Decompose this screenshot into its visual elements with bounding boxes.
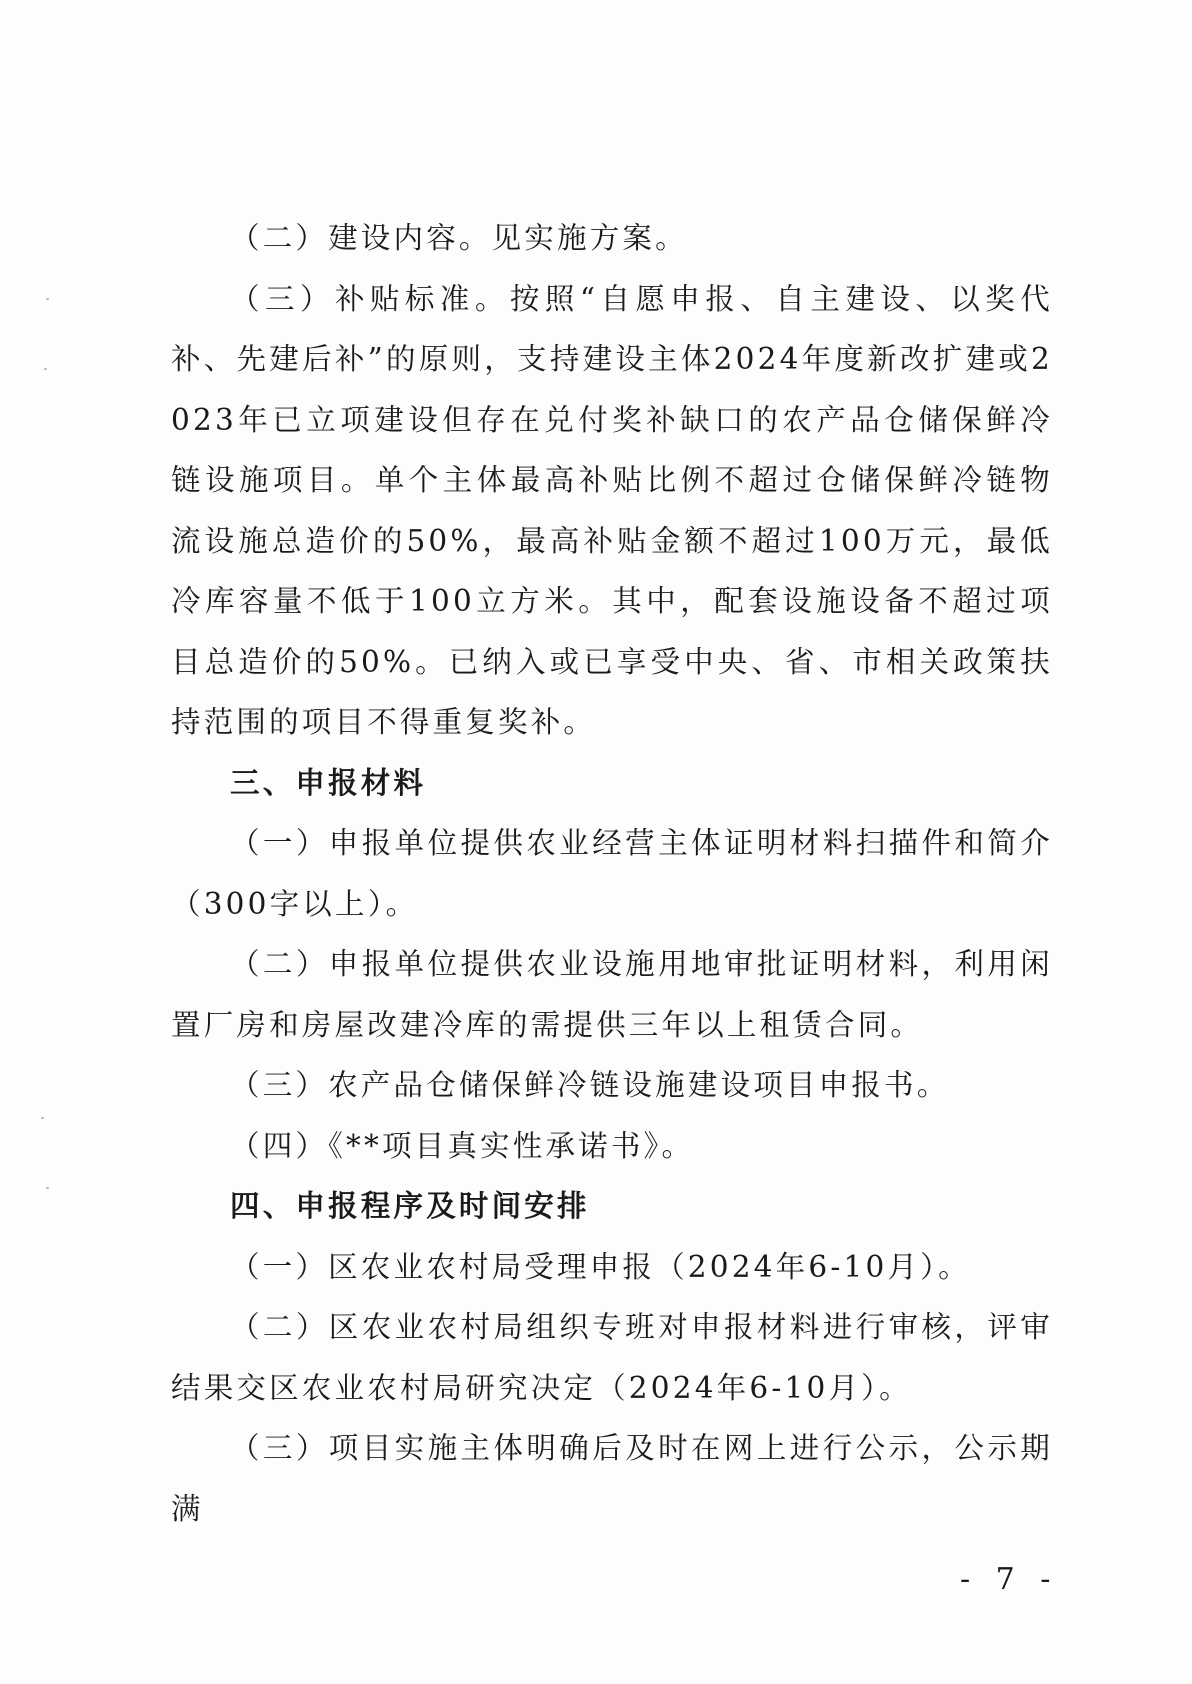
document-body — [171, 208, 1053, 1539]
procedure-item-1: （一）区农业农村局受理申报（2024年6-10月）。 — [230, 1249, 971, 1284]
scan-speck — [41, 1117, 44, 1119]
materials-item-1: （一）申报单位提供农业经营主体证明材料扫描件和简介（300字以上）。 — [171, 826, 1053, 921]
section-heading-materials: 三、申报材料 — [230, 765, 427, 800]
paragraph-subsidy-standard: （三）补贴标准。按照“自愿申报、自主建设、以奖代补、先建后补”的原则，支持建设主体2024年度新改扩建或2023年已立项建设但存在兑付奖补缺口的农产品仓储保鲜冷链设施项目。单个主体最高补贴比例不超过仓储保鲜冷链物流设施总造价的50%，最高补贴金额不超过100万元，最低冷库容量不低于100立方米。其中，配套设施设备不超过项目总造价的50%。已纳入或已享受中央、省、市相关政策扶持范围的项目不得重复奖补。 — [171, 281, 1053, 739]
scan-speck — [46, 1187, 49, 1189]
procedure-item-2: （二）区农业农村局组织专班对申报材料进行审核，评审结果交区农业农村局研究决定（2024年6-10月）。 — [171, 1310, 1053, 1405]
procedure-item-3: （三）项目实施主体明确后及时在网上进行公示，公示期满 — [171, 1431, 1053, 1526]
materials-item-4: （四）《**项目真实性承诺书》。 — [230, 1128, 695, 1163]
scan-speck — [46, 298, 49, 300]
page-number: - 7 - — [960, 1562, 1059, 1597]
materials-item-3: （三）农产品仓储保鲜冷链设施建设项目申报书。 — [230, 1068, 950, 1102]
materials-item-2: （二）申报单位提供农业设施用地审批证明材料，利用闲置厂房和房屋改建冷库的需提供三年以上租赁合同。 — [171, 947, 1053, 1042]
scan-speck — [44, 368, 47, 370]
paragraph-construction-content: （二）建设内容。见实施方案。 — [230, 221, 688, 255]
section-heading-procedure: 四、申报程序及时间安排 — [230, 1189, 590, 1223]
